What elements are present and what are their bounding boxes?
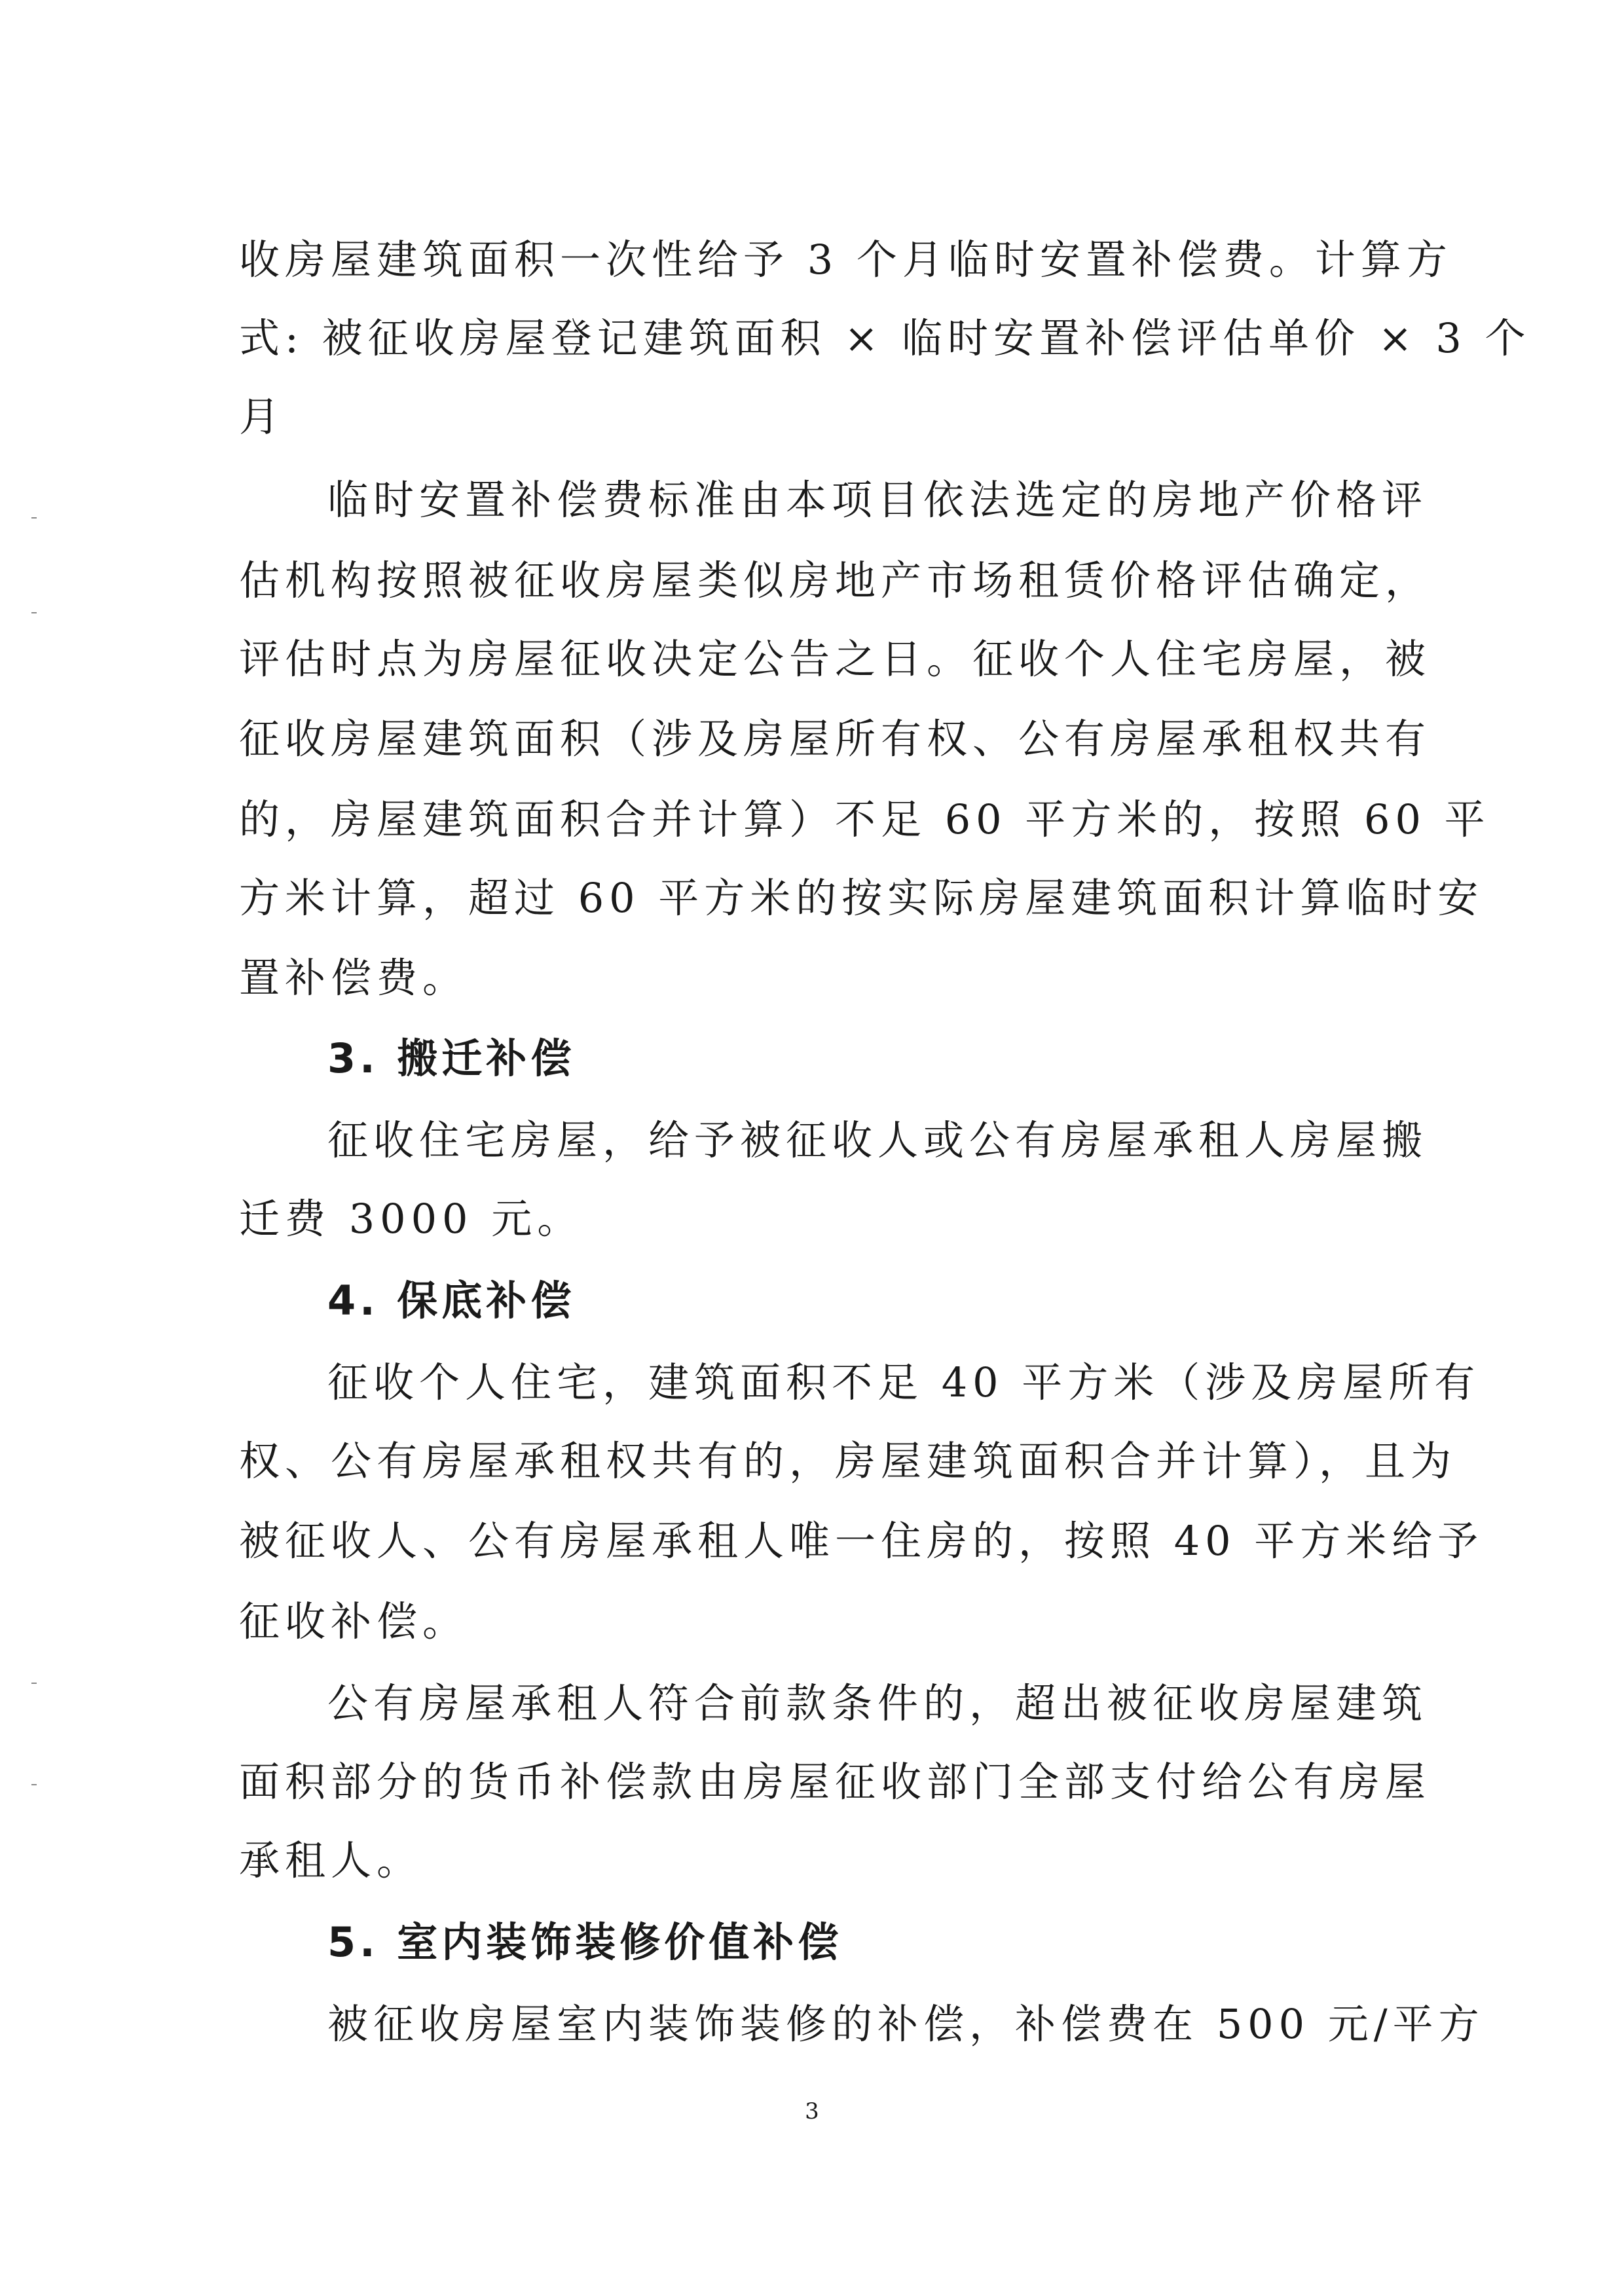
page-number: 3 <box>805 2098 819 2124</box>
body-line: 置补偿费。 <box>239 954 469 1002</box>
scan-mark <box>31 1784 37 1785</box>
body-line: 被征收房屋室内装饰装修的补偿，补偿费在 500 元/平方 <box>327 2000 1485 2048</box>
section-heading: 5. 室内装饰装修价值补偿 <box>327 1918 843 1966</box>
body-line: 迁费 3000 元。 <box>239 1195 583 1243</box>
body-line: 征收个人住宅，建筑面积不足 40 平方米（涉及房屋所有 <box>327 1358 1481 1406</box>
scan-mark <box>31 517 37 519</box>
body-line: 公有房屋承租人符合前款条件的，超出被征收房屋建筑 <box>327 1679 1428 1727</box>
body-line: 权、公有房屋承租权共有的，房屋建筑面积合并计算），且为 <box>239 1437 1457 1485</box>
scan-mark <box>31 1683 37 1684</box>
body-line: 临时安置补偿费标准由本项目依法选定的房地产价格评 <box>327 476 1428 524</box>
body-line: 的，房屋建筑面积合并计算）不足 60 平方米的，按照 60 平 <box>239 795 1490 843</box>
section-heading: 3. 搬迁补偿 <box>327 1034 576 1082</box>
body-line: 月 <box>239 393 286 441</box>
body-line: 征收住宅房屋，给予被征收人或公有房屋承租人房屋搬 <box>327 1116 1428 1164</box>
body-line: 收房屋建筑面积一次性给予 3 个月临时安置补偿费。计算方 <box>239 236 1452 283</box>
body-line: 承租人。 <box>239 1836 423 1884</box>
body-line: 式: 被征收房屋登记建筑面积 × 临时安置补偿评估单价 × 3 个 <box>239 314 1531 362</box>
scan-mark <box>31 612 37 613</box>
body-line: 评估时点为房屋征收决定公告之日。征收个人住宅房屋，被 <box>239 635 1431 683</box>
body-line: 方米计算，超过 60 平方米的按实际房屋建筑面积计算临时安 <box>239 874 1484 922</box>
body-line: 征收补偿。 <box>239 1597 469 1645</box>
body-line: 面积部分的货币补偿款由房屋征收部门全部支付给公有房屋 <box>239 1758 1431 1806</box>
section-heading: 4. 保底补偿 <box>327 1277 576 1324</box>
body-line: 被征收人、公有房屋承租人唯一住房的，按照 40 平方米给予 <box>239 1517 1484 1565</box>
body-line: 征收房屋建筑面积（涉及房屋所有权、公有房屋承租权共有 <box>239 715 1431 763</box>
body-line: 估机构按照被征收房屋类似房地产市场租赁价格评估确定， <box>239 556 1431 604</box>
